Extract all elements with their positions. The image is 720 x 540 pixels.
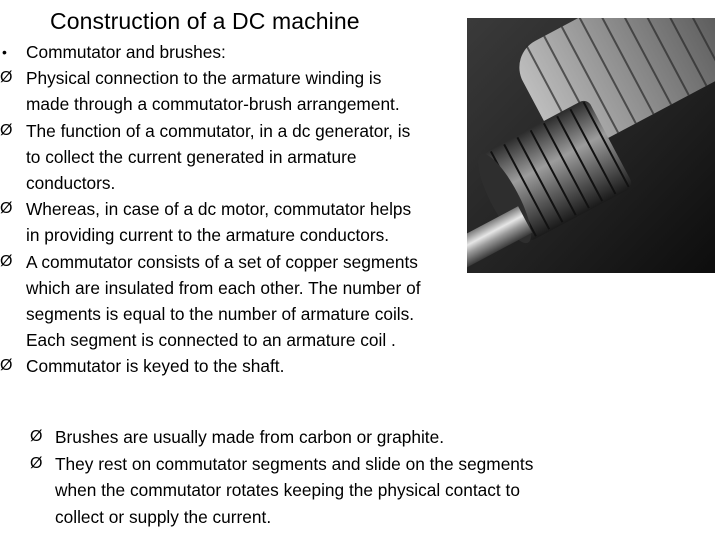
bullet-line: in providing current to the armature conductors. [26,225,390,246]
bullet-line: Commutator is keyed to the shaft. [26,356,285,377]
bullet-item [30,451,630,531]
bullet-dot-icon: • [2,44,7,60]
bullet-line: Whereas, in case of a dc motor, commutator helps [26,199,412,220]
arrow-bullet-icon: Ø [0,69,13,87]
bullet-item [0,118,478,197]
bullet-item [0,65,478,117]
arrow-bullet-icon: Ø [0,200,13,218]
bullet-line: They rest on commutator segments and slide on the segments [55,453,534,474]
bullet-line: which are insulated from each other. The number of [26,277,421,298]
arrow-bullet-icon: Ø [0,357,13,375]
bullet-line: when the commutator rotates keeping the physical contact to [55,480,520,500]
bullet-item [30,424,630,451]
bullet-line: Commutator and brushes: [26,42,226,62]
slide-title: Construction of a DC machine [50,8,360,34]
bullet-line: Brushes are usually made from carbon or graphite. [55,427,445,447]
arrow-bullet-icon: Ø [30,428,43,445]
arrow-bullet-icon: Ø [0,121,13,139]
armature-commutator-photo [467,18,715,273]
bullet-line: segments is equal to the number of armature coils. [26,304,415,325]
bullet-list-brushes [30,424,630,530]
bullet-item [0,39,478,65]
arrow-bullet-icon: Ø [30,454,43,472]
armature-photo-illustration [467,18,715,273]
bullet-item [0,196,478,248]
bullet-line: Each segment is connected to an armature coil . [26,330,396,351]
bullet-list-main [0,39,478,380]
bullet-line: to collect the current generated in armature [26,146,357,167]
bullet-line: collect or supply the current. [55,506,272,527]
bullet-line: The function of a commutator, in a dc generator, is [26,120,411,141]
bullet-line: made through a commutator-brush arrangement. [26,94,400,115]
arrow-bullet-icon: Ø [0,252,13,270]
bullet-item [0,249,478,354]
bullet-item [0,353,478,379]
bullet-line: conductors. [26,173,116,194]
bullet-line: Physical connection to the armature winding is [26,68,382,89]
bullet-line: A commutator consists of a set of copper segments [26,251,418,272]
